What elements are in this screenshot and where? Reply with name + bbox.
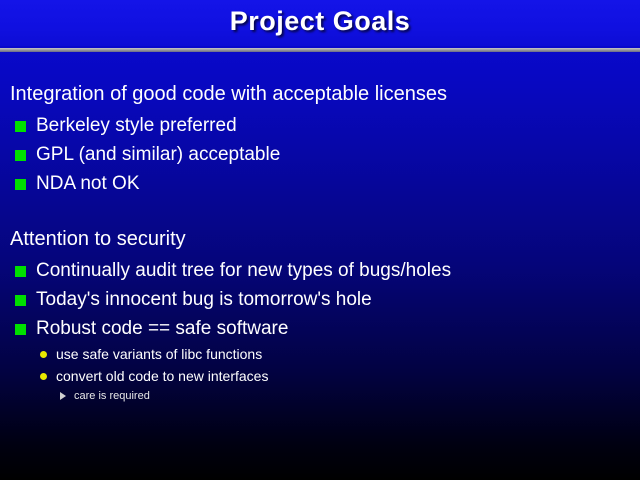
section-spacer [10, 198, 630, 225]
list-item [10, 140, 630, 169]
square-bullet-icon [15, 179, 26, 190]
list-item [10, 365, 630, 387]
square-bullet-icon [15, 295, 26, 306]
dot-bullet-icon [40, 351, 47, 358]
dot-bullet-icon [40, 373, 47, 380]
list-item-label: convert old code to new interfaces [56, 368, 269, 384]
list-item-label: NDA not OK [36, 173, 140, 194]
list-item-label: use safe variants of libc functions [56, 346, 263, 362]
list-item [10, 169, 630, 198]
square-bullet-icon [15, 121, 26, 132]
list-item-label: Continually audit tree for new types of bugs/holes [36, 260, 452, 281]
list-item-label: Robust code == safe software [36, 318, 289, 339]
list-item [10, 256, 630, 285]
list-item-label: GPL (and similar) acceptable [36, 144, 281, 165]
section-heading: Integration of good code with acceptable licenses [10, 83, 447, 105]
list-item [10, 111, 630, 140]
list-item [10, 314, 630, 343]
triangle-bullet-icon [60, 392, 66, 400]
list-item-label: Berkeley style preferred [36, 115, 237, 136]
list-item [10, 285, 630, 314]
square-bullet-icon [15, 266, 26, 277]
list-item [10, 343, 630, 365]
slide-body [10, 80, 630, 405]
list-item-label: care is required [74, 390, 150, 402]
list-item-label: Today's innocent bug is tomorrow's hole [36, 289, 372, 310]
title-divider [0, 48, 640, 52]
slide-title: Project Goals [229, 6, 411, 36]
square-bullet-icon [15, 150, 26, 161]
square-bullet-icon [15, 324, 26, 335]
list-item [10, 387, 630, 405]
section-heading: Attention to security [10, 228, 186, 250]
